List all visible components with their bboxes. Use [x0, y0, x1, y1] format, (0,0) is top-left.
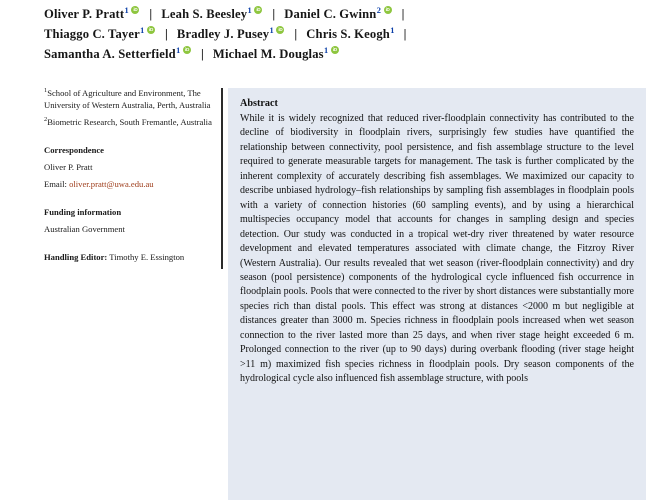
- author-list: [44, 4, 629, 64]
- abstract-heading: Abstract: [240, 98, 278, 109]
- author-name: Bradley J. Pusey: [176, 27, 270, 41]
- author[interactable]: [161, 7, 263, 21]
- abstract-text: While it is widely recognized that reduced river-floodplain connectivity has contributed to the decline of biodiversity in floodplain rivers, surprisingly few studies have quantified the relationship between connectivity, pool persistence, and fish assemblage structure to the level required to generate measurable targets for management. The task is further complicated by the inherent complexity of accurately describing fish assemblages. We maximized our capacity to describe unbiased hydrology–fish relationships by sampling fish assemblages in floodplain pools with a variety of connection histories (60 sampling events), and by using a hierarchical multispecies occupancy model that accounts for changes in sampling design and species detection. Our study was conducted in a tropical wet-dry river threatened by water resource development and elevated temperatures associated with climate change, the Fitzroy River (Western Australia). Our results revealed that wet season (river-floodplain connectivity) and dry season (pool persistence) components of the hydrological cycle influenced fish occurrence in floodplain pools. Pools that were connected to the river by short distances were substantially more species rich than distal pools. This effect was strong at distances <2000 m but negligible at distances greater than 3000 m. Species richness in floodplain pools increased when wet season connection to the river lasted more than 25 days, and when river stage height exceeded 6 m. Prolonged connection to the river (up to 90 days) during overbank flooding (river stage height >11 m) maximized fish species richness in floodplain pools. Dry season components of the hydrological cycle also influenced fish assemblage structure, with pools: [240, 113, 634, 385]
- funding-text: Australian Government: [44, 223, 125, 234]
- affiliation-2-text: Biometric Research, South Fremantle, Australia: [47, 117, 212, 128]
- orcid-icon[interactable]: [276, 26, 284, 34]
- email-link[interactable]: oliver.pratt@uwa.edu.au: [69, 179, 154, 190]
- affiliation-2-number: 2: [44, 116, 48, 124]
- correspondence-email-row: [44, 179, 212, 191]
- spacer: [44, 242, 212, 251]
- author-separator: |: [403, 27, 407, 41]
- author-separator: |: [272, 7, 276, 21]
- author-affiliation-superscript: 1: [269, 25, 274, 35]
- author[interactable]: [284, 7, 392, 21]
- abstract-panel: [228, 88, 646, 500]
- email-label: Email:: [44, 179, 67, 190]
- affiliation-1-number: 1: [44, 87, 48, 95]
- author-affiliation-superscript: 1: [140, 25, 145, 35]
- orcid-icon[interactable]: [384, 6, 392, 14]
- author-affiliation-superscript: 2: [376, 5, 382, 15]
- author-line: [44, 4, 629, 24]
- orcid-icon[interactable]: [331, 46, 339, 54]
- handling-editor-label: Handling Editor:: [44, 251, 108, 262]
- handling-editor-name: Timothy E. Essington: [109, 251, 185, 262]
- author-line: [44, 44, 629, 64]
- article-metadata-sidebar: [44, 88, 212, 269]
- correspondence-name: Oliver P. Pratt: [44, 161, 93, 172]
- affiliation-2: [44, 117, 212, 129]
- author[interactable]: [44, 27, 156, 41]
- author-affiliation-superscript: 1: [324, 45, 329, 55]
- author-affiliation-superscript: 1: [124, 5, 129, 15]
- author-line: [44, 24, 629, 44]
- handling-editor: [44, 251, 212, 263]
- author-name: Chris S. Keogh: [306, 27, 390, 41]
- funding-heading: Funding information: [44, 206, 122, 217]
- author[interactable]: [177, 27, 285, 41]
- spacer: [44, 135, 212, 144]
- affiliation-1-text: School of Agriculture and Environment, The University of Western Australia, Perth, Australia: [44, 88, 211, 110]
- author[interactable]: [44, 7, 140, 21]
- orcid-icon[interactable]: [147, 26, 155, 34]
- affiliation-1: [44, 88, 212, 111]
- orcid-icon[interactable]: [183, 46, 191, 54]
- author-separator: |: [401, 7, 405, 21]
- author-name: Samantha A. Setterfield: [44, 47, 176, 61]
- author-separator: |: [149, 7, 153, 21]
- author-name: Michael M. Douglas: [212, 47, 324, 61]
- author[interactable]: [44, 47, 192, 61]
- author-affiliation-superscript: 1: [176, 45, 181, 55]
- author-affiliation-superscript: 1: [390, 25, 395, 35]
- spacer: [44, 197, 212, 206]
- author-name: Oliver P. Pratt: [44, 7, 125, 21]
- author[interactable]: [213, 47, 340, 61]
- author-separator: |: [294, 27, 298, 41]
- author[interactable]: [306, 27, 394, 41]
- author-separator: |: [200, 47, 204, 61]
- orcid-icon[interactable]: [131, 6, 139, 14]
- author-separator: |: [164, 27, 168, 41]
- correspondence-heading: Correspondence: [44, 144, 104, 155]
- author-affiliation-superscript: 1: [247, 5, 252, 15]
- author-name: Leah S. Beesley: [161, 7, 248, 21]
- orcid-icon[interactable]: [254, 6, 262, 14]
- author-name: Daniel C. Gwinn: [284, 7, 377, 21]
- author-name: Thiaggo C. Tayer: [44, 27, 140, 41]
- sidebar-divider: [221, 88, 223, 269]
